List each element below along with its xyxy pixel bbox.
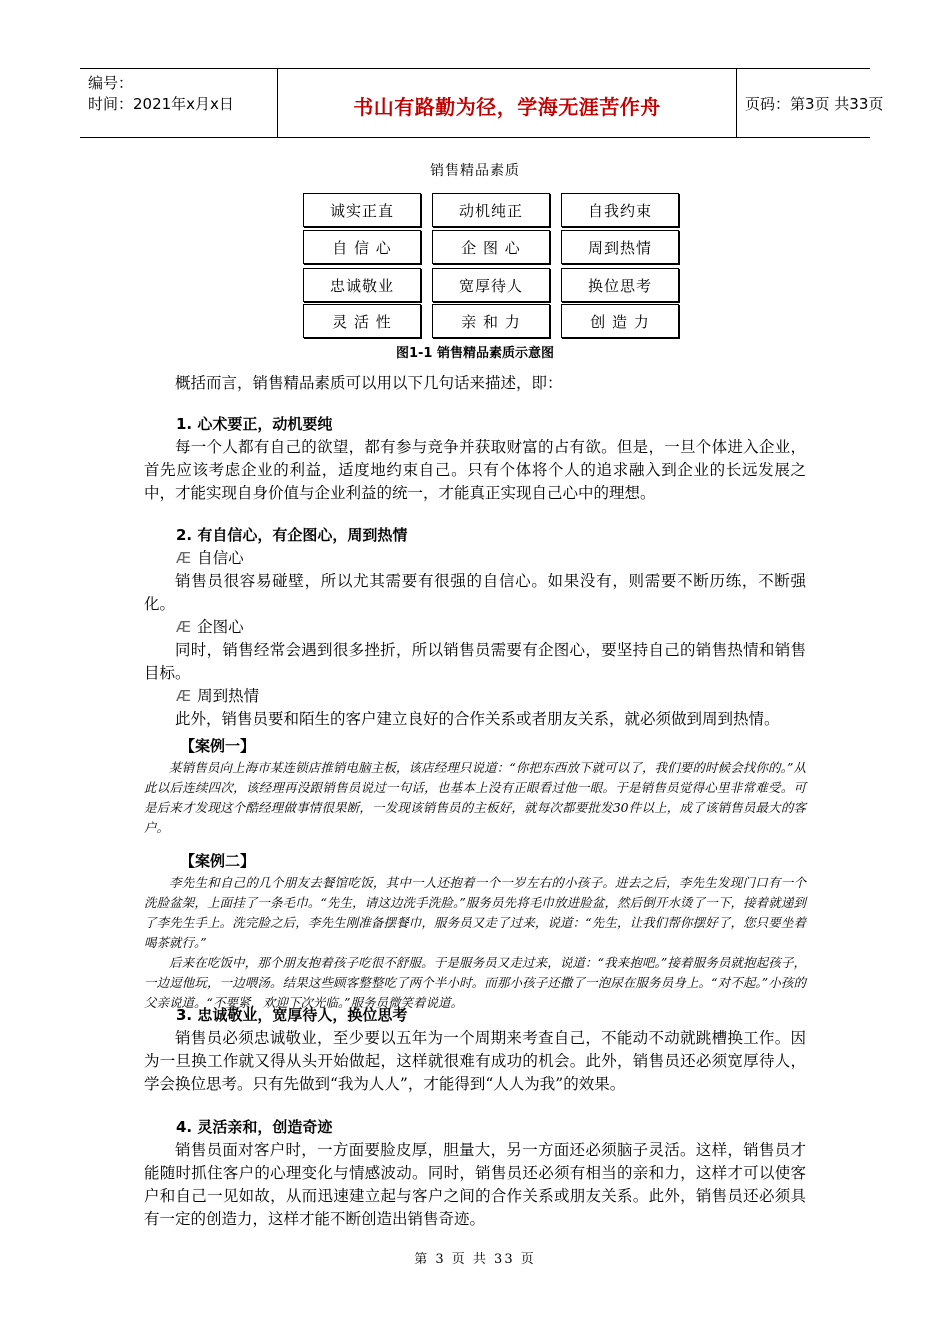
figure-title: 销售精品素质: [430, 163, 520, 179]
bullet-paragraph: 此外，销售员要和陌生的客户建立良好的合作关系或者朋友关系，就必须做到周到热情。: [175, 710, 780, 728]
header-meta-cell: [80, 69, 278, 137]
quality-box: 换位思考: [561, 268, 679, 302]
case-2-title: 【案例二】: [180, 852, 256, 870]
header-number: 编号：: [88, 74, 134, 92]
quality-box: 周到热情: [561, 230, 679, 264]
case-2-paragraph-1: 李先生和自己的几个朋友去餐馆吃饭，其中一人还抱着一个一岁左右的小孩子。进去之后，李先生发现门口有一个洗脸盆架，上面挂了一条毛巾。“先生，请这边洗手洗脸。”服务员先将毛巾放进脸盆，然后倒开水烫了一下，接着就递到了李先生手上。洗完脸之后，李先生刚准备摆餐巾，服务员又走了过来，说道：“先生，让我们帮你摆好了，您只要坐着喝茶就行。”: [144, 875, 806, 950]
quality-box: 亲 和 力: [432, 304, 550, 338]
bullet-label: 企图心: [197, 618, 244, 636]
case-2-paragraph-2: 后来在吃饭中，那个朋友抱着孩子吃很不舒服。于是服务员又走过来，说道：“我来抱吧。”接着服务员就抱起孩子，一边逗他玩，一边喂汤。结果这些顾客整整吃了两个半小时。而那小孩子还撒了一泡尿在服务员身上。“对不起。”小孩的父亲说道。“不要紧，欢迎下次光临。”服务员微笑着说道。: [144, 955, 806, 1010]
section-3-paragraph: 销售员必须忠诚敬业，至少要以五年为一个周期来考查自己，不能动不动就跳槽换工作。因为一旦换工作就又得从头开始做起，这样就很难有成功的机会。此外，销售员还必须宽厚待人，学会换位思考。只有先做到“我为人人”，才能得到“人人为我”的效果。: [144, 1029, 806, 1093]
bullet-symbol: Æ: [176, 549, 192, 567]
bullet-item: [144, 616, 806, 639]
quality-box: 灵 活 性: [303, 304, 421, 338]
quality-box: 自 信 心: [303, 230, 421, 264]
quality-box: 企 图 心: [432, 230, 550, 264]
quality-box: 宽厚待人: [432, 268, 550, 302]
section-4-title: 4. 灵活亲和，创造奇迹: [176, 1118, 333, 1136]
section-1-paragraph: 每一个人都有自己的欲望，都有参与竞争并获取财富的占有欲。但是，一旦个体进入企业，首先应该考虑企业的利益，适度地约束自己。只有个体将个人的追求融入到企业的长远发展之中，才能实现自身价值与企业利益的统一，才能真正实现自己心中的理想。: [144, 438, 806, 502]
sections-3-4: [144, 1004, 806, 1231]
bullet-item: [144, 547, 806, 570]
header-time: 时间：2021年x月x日: [88, 95, 234, 113]
case-1: [144, 735, 806, 838]
header-page-number: 页码：第3页 共33页: [745, 95, 884, 113]
figure-caption: 图1-1 销售精品素质示意图: [395, 346, 554, 361]
quality-box: 诚实正直: [303, 193, 421, 227]
quality-box: 忠诚敬业: [303, 268, 421, 302]
bullet-symbol: Æ: [176, 687, 192, 705]
header-page-cell: [737, 69, 884, 137]
page-footer: 第 3 页 共 33 页: [414, 1252, 536, 1267]
bullet-label: 周到热情: [197, 687, 260, 705]
main-content: [144, 372, 806, 731]
header-motto-cell: [278, 69, 737, 137]
intro-paragraph: 概括而言，销售精品素质可以用以下几句话来描述，即：: [175, 374, 563, 392]
bullet-item: [144, 685, 806, 708]
section-1-title: 1. 心术要正，动机要纯: [176, 415, 333, 433]
section-2-title: 2. 有自信心，有企图心，周到热情: [176, 526, 408, 544]
quality-box: 自我约束: [561, 193, 679, 227]
quality-box: 动机纯正: [432, 193, 550, 227]
bullet-paragraph: 销售员很容易碰壁，所以尤其需要有很强的自信心。如果没有，则需要不断历练，不断强化。: [144, 572, 806, 613]
case-1-title: 【案例一】: [180, 737, 256, 755]
bullet-label: 自信心: [197, 549, 244, 567]
case-1-paragraph: 某销售员向上海市某连锁店推销电脑主板，该店经理只说道：“你把东西放下就可以了，我们要的时候会找你的。”从此以后连续四次，该经理再没跟销售员说过一句话，也基本上没有正眼看过他一眼。于是销售员觉得心里非常难受。可是后来才发现这个酷经理做事情很果断，一发现该销售员的主板好，就每次都要批发30件以上，成了该销售员最大的客户。: [144, 760, 806, 835]
document-header: [80, 68, 884, 138]
case-2: [144, 850, 806, 1013]
quality-box: 创 造 力: [561, 304, 679, 338]
bullet-symbol: Æ: [176, 618, 192, 636]
bullet-paragraph: 同时，销售经常会遇到很多挫折，所以销售员需要有企图心，要坚持自己的销售热情和销售目标。: [144, 641, 806, 682]
section-4-paragraph: 销售员面对客户时，一方面要脸皮厚，胆量大，另一方面还必须脑子灵活。这样，销售员才能随时抓住客户的心理变化与情感波动。同时，销售员还必须有相当的亲和力，这样才可以使客户和自己一见如故，从而迅速建立起与客户之间的合作关系或朋友关系。此外，销售员还必须具有一定的创造力，这样才能不断创造出销售奇迹。: [144, 1141, 806, 1228]
section-3-title: 3. 忠诚敬业，宽厚待人，换位思考: [176, 1006, 408, 1024]
header-motto: 书山有路勤为径，学海无涯苦作舟: [353, 95, 661, 119]
